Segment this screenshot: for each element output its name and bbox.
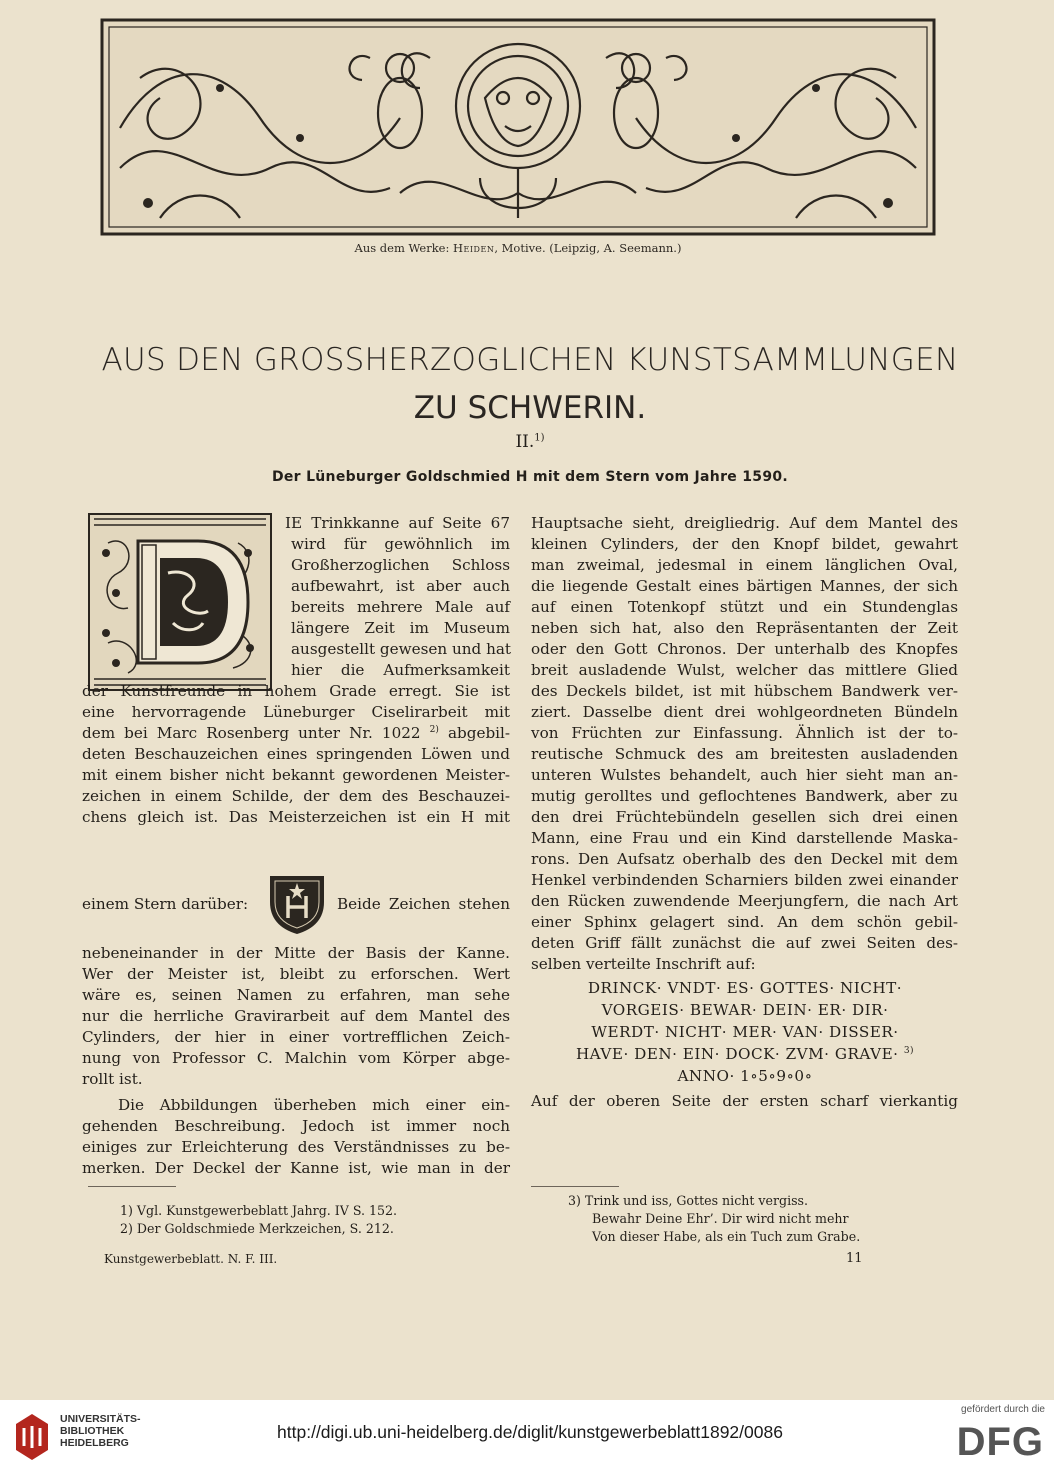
footnote: 1) Vgl. Kunstgewerbeblatt Jahrg. IV S. 152.: [120, 1203, 398, 1218]
part-number: II.$^{1)}$: [515, 432, 545, 452]
text-line: einiges zur Erleichterung des Verständnisses zu be-: [82, 1138, 510, 1156]
text-line: nung von Professor C. Malchin vom Körper abge-: [82, 1049, 510, 1067]
article-subtitle: Der Lüneburger Goldschmied H mit dem Stern vom Jahre 1590.: [271, 469, 789, 485]
text-line: des Deckels bildet, ist mit hübschem Bandwerk ver-: [531, 682, 958, 700]
text-line: rollt ist.: [82, 1070, 143, 1088]
text-line: nebeneinander in der Mitte der Basis der Kanne.: [82, 944, 510, 962]
text-line: unteren Wulstes behandelt, auch hier sieht man an-: [531, 766, 958, 784]
text-line: Auf der oberen Seite der ersten scharf vierkantig: [531, 1092, 958, 1110]
text-line: ziert. Dasselbe dient drei wohlgeordneten Bündeln: [531, 703, 958, 721]
text-line: Henkel verbindenden Scharniers bilden zwei einander: [531, 871, 958, 889]
text-line: aufbewahrt, ist aber auch: [291, 577, 510, 595]
text-line: längere Zeit im Museum: [291, 619, 510, 637]
dropcap-d-illustration: [88, 513, 272, 691]
text-line: den drei Früchtebündeln gesellen sich drei einen: [531, 808, 958, 826]
masters-mark-shield-illustration: [264, 872, 330, 936]
university-library-logo-icon: [12, 1412, 52, 1462]
text-line: Beide Zeichen stehen: [337, 895, 510, 913]
footnote: 3) Trink und iss, Gottes nicht vergiss.: [568, 1193, 809, 1208]
page-number: 11: [846, 1251, 863, 1266]
text-line: Die Abbildungen überheben mich einer ein-: [118, 1096, 510, 1114]
text-line: Großherzoglichen Schloss: [291, 556, 510, 574]
footnote-rule: [531, 1186, 619, 1187]
footnote-rule: [88, 1186, 176, 1187]
footnote-ref: 2): [429, 724, 439, 735]
text-line: dem bei Marc Rosenberg unter Nr. 1022 $^{2)}$ abgebil-: [82, 724, 511, 742]
text-line: Hauptsache sieht, dreigliedrig. Auf dem Mantel des: [531, 514, 958, 532]
text-line: selben verteilte Inschrift auf:: [531, 955, 756, 973]
text-line: hier die Aufmerksamkeit: [291, 661, 510, 679]
funding-note: gefördert durch die: [961, 1404, 1045, 1415]
text-line: mutig gerolltes und geflochtenes Bandwerk, aber zu: [531, 787, 958, 805]
inscription-line: DRINCK· VNDT· ES· GOTTES· NICHT·: [587, 979, 903, 997]
text-line: ausgestellt gewesen und hat: [291, 640, 512, 658]
text-line: neben sich hat, also den Repräsentanten der Zeit: [531, 619, 958, 637]
text-line: der Kunstfreunde in hohem Grade erregt. Sie ist: [82, 682, 510, 700]
text-line: mit einem bisher nicht bekannt gewordenen Meister-: [82, 766, 510, 784]
library-name: UNIVERSITÄTS- BIBLIOTHEK HEIDELBERG: [60, 1413, 141, 1449]
text-line: den Rücken zuwendende Meerjungfern, die nach Art: [531, 892, 958, 910]
text-line: wird für gewöhnlich im: [291, 535, 510, 553]
text-line: von Früchten zur Einfassung. Ähnlich ist der to-: [531, 724, 958, 742]
text-line: Cylinders, der hier in einer vortrefflichen Zeich-: [82, 1028, 510, 1046]
text-line: die liegende Gestalt eines bärtigen Mannes, der sich: [531, 577, 958, 595]
text-line: einer Sphinx gelagert sind. An dem schön gebil-: [531, 913, 958, 931]
text-line: oder den Gott Chronos. Der unterhalb des Knopfes: [531, 640, 958, 658]
text-line: deten Beschauzeichen eines springenden Löwen und: [82, 745, 510, 763]
digital-copy-url[interactable]: http://digi.ub.uni-heidelberg.de/diglit/kunstgewerbeblatt1892/0086: [277, 1422, 783, 1442]
inscription-line: WERDT· NICHT· MER· VAN· DISSER·: [591, 1023, 899, 1041]
inscription-line: ANNO· 1∘5∘9∘0∘: [677, 1067, 813, 1085]
text-line: Mann, eine Frau und ein Kind darstellende Maska-: [531, 829, 958, 847]
figure-caption: Aus dem Werke: Heiden, Motive. (Leipzig, A. Seemann.): [354, 241, 682, 255]
journal-footer: Kunstgewerbeblatt. N. F. III.: [104, 1252, 278, 1266]
dfg-logo: DFG: [956, 1420, 1044, 1464]
text-line: IE Trinkkanne auf Seite 67: [285, 514, 510, 532]
inscription-line: VORGEIS· BEWAR· DEIN· ER· DIR·: [601, 1001, 889, 1019]
footnote: Bewahr Deine Ehr’. Dir wird nicht mehr: [592, 1211, 849, 1226]
text-line: nur die herrliche Gravirarbeit auf dem Mantel des: [82, 1007, 510, 1025]
footnote-ref: 3): [903, 1045, 915, 1056]
text-line: merken. Der Deckel der Kanne ist, wie man in der: [82, 1159, 510, 1177]
text-line: wäre es, seinen Namen zu erfahren, man sehe: [82, 986, 510, 1004]
text-line: Wer der Meister ist, bleibt zu erforschen. Wert: [82, 965, 510, 983]
article-title-line-2: ZU SCHWERIN.: [413, 390, 647, 426]
footnote: Von dieser Habe, als ein Tuch zum Grabe.: [592, 1229, 861, 1244]
footnote: 2) Der Goldschmiede Merkzeichen, S. 212.: [120, 1221, 394, 1236]
text-line: rons. Den Aufsatz oberhalb des den Deckel mit dem: [531, 850, 958, 868]
inscription-line: HAVE· DEN· EIN· DOCK· ZVM· GRAVE· $^{3)}$: [575, 1045, 915, 1063]
text-line: eine hervorragende Lüneburger Ciselirarbeit mit: [82, 703, 510, 721]
ornamental-header-illustration: [100, 18, 936, 236]
footnote-ref: 1): [534, 432, 545, 444]
text-line: zeichen in einem Schilde, der dem des Beschauzei-: [82, 787, 510, 805]
text-line: einem Stern darüber:: [82, 895, 249, 913]
text-line: reutische Schmuck des am breitesten ausladenden: [531, 745, 958, 763]
text-line: deten Griff fällt zunächst die auf zwei Seiten des-: [531, 934, 958, 952]
text-line: breit ausladende Wulst, welcher das mittlere Glied: [531, 661, 958, 679]
text-line: chens gleich ist. Das Meisterzeichen ist ein H mit: [82, 808, 510, 826]
text-line: man zweimal, jedesmal in einem länglichen Oval,: [531, 556, 958, 574]
text-line: auf einen Totenkopf stützt und ein Stundenglas: [531, 598, 958, 616]
text-line: bereits mehrere Male auf: [291, 598, 510, 616]
text-line: kleinen Cylinders, der den Knopf bildet, gewahrt: [531, 535, 958, 553]
text-line: gehenden Beschreibung. Jedoch ist immer noch: [82, 1117, 510, 1135]
article-title-line-1: AUS DEN GROSSHERZOGLICHEN KUNSTSAMMLUNGEN: [101, 342, 959, 378]
